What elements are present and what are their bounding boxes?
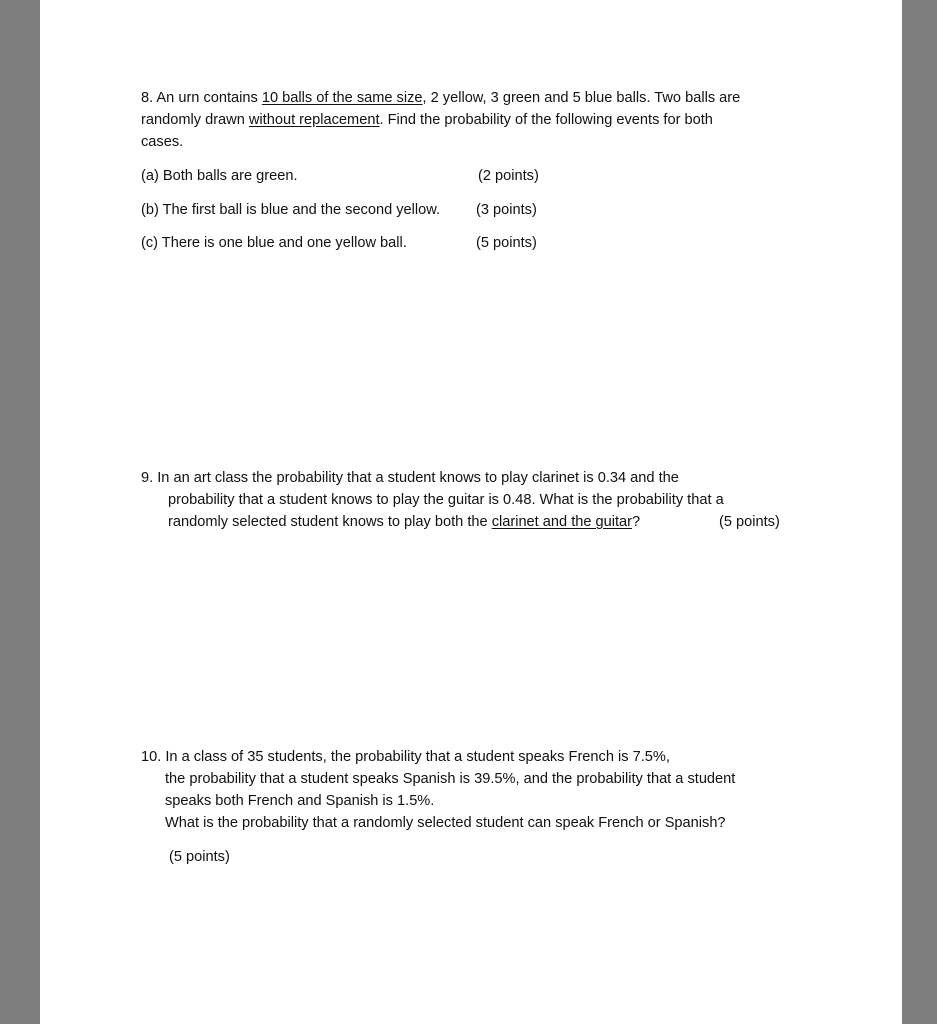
q8-line-3: cases. [141,134,184,150]
q9-points: (5 points) [719,514,780,530]
q8-part-b: (b) The first ball is blue and the second yellow. [141,202,441,218]
q9-line-3-text: randomly selected student knows to play both the [168,514,492,530]
q10-line-2: the probability that a student speaks Spanish is 39.5%, and the probability that a student [165,771,736,787]
q9-question-mark: ? [632,514,641,530]
q8-line-1-text: 8. An urn contains [141,90,262,106]
q8-underlined-phrase: 10 balls of the same size [261,90,423,106]
q8-part-c: (c) There is one blue and one yellow ball. [141,235,407,251]
q10-line-1: 10. In a class of 35 students, the probability that a student speaks French is 7.5%, [141,749,670,765]
q9-line-3 [168,513,640,531]
q8-part-c-points: (5 points) [476,235,537,251]
document-page [40,0,902,1024]
q8-line-2-rest: . Find the probability of the following events for both [379,112,713,128]
q8-line-2 [141,111,713,129]
q8-underlined-replacement: without replacement [248,112,380,128]
q8-part-b-points: (3 points) [476,202,537,218]
q8-line-1-rest: , 2 yellow, 3 green and 5 blue balls. Two balls are [422,90,741,106]
q8-line-1 [141,89,740,107]
q10-line-4: What is the probability that a randomly selected student can speak French or Spanish? [165,815,726,831]
q9-underlined-phrase: clarinet and the guitar [491,514,633,530]
q9-line-2: probability that a student knows to play the guitar is 0.48. What is the probability that a [168,492,724,508]
q8-part-a: (a) Both balls are green. [141,168,298,184]
q10-line-3: speaks both French and Spanish is 1.5%. [165,793,435,809]
q10-points: (5 points) [169,849,230,865]
q8-part-a-points: (2 points) [478,168,539,184]
q8-line-2-text: randomly drawn [141,112,249,128]
q9-line-1: 9. In an art class the probability that a student knows to play clarinet is 0.34 and the [141,470,679,486]
